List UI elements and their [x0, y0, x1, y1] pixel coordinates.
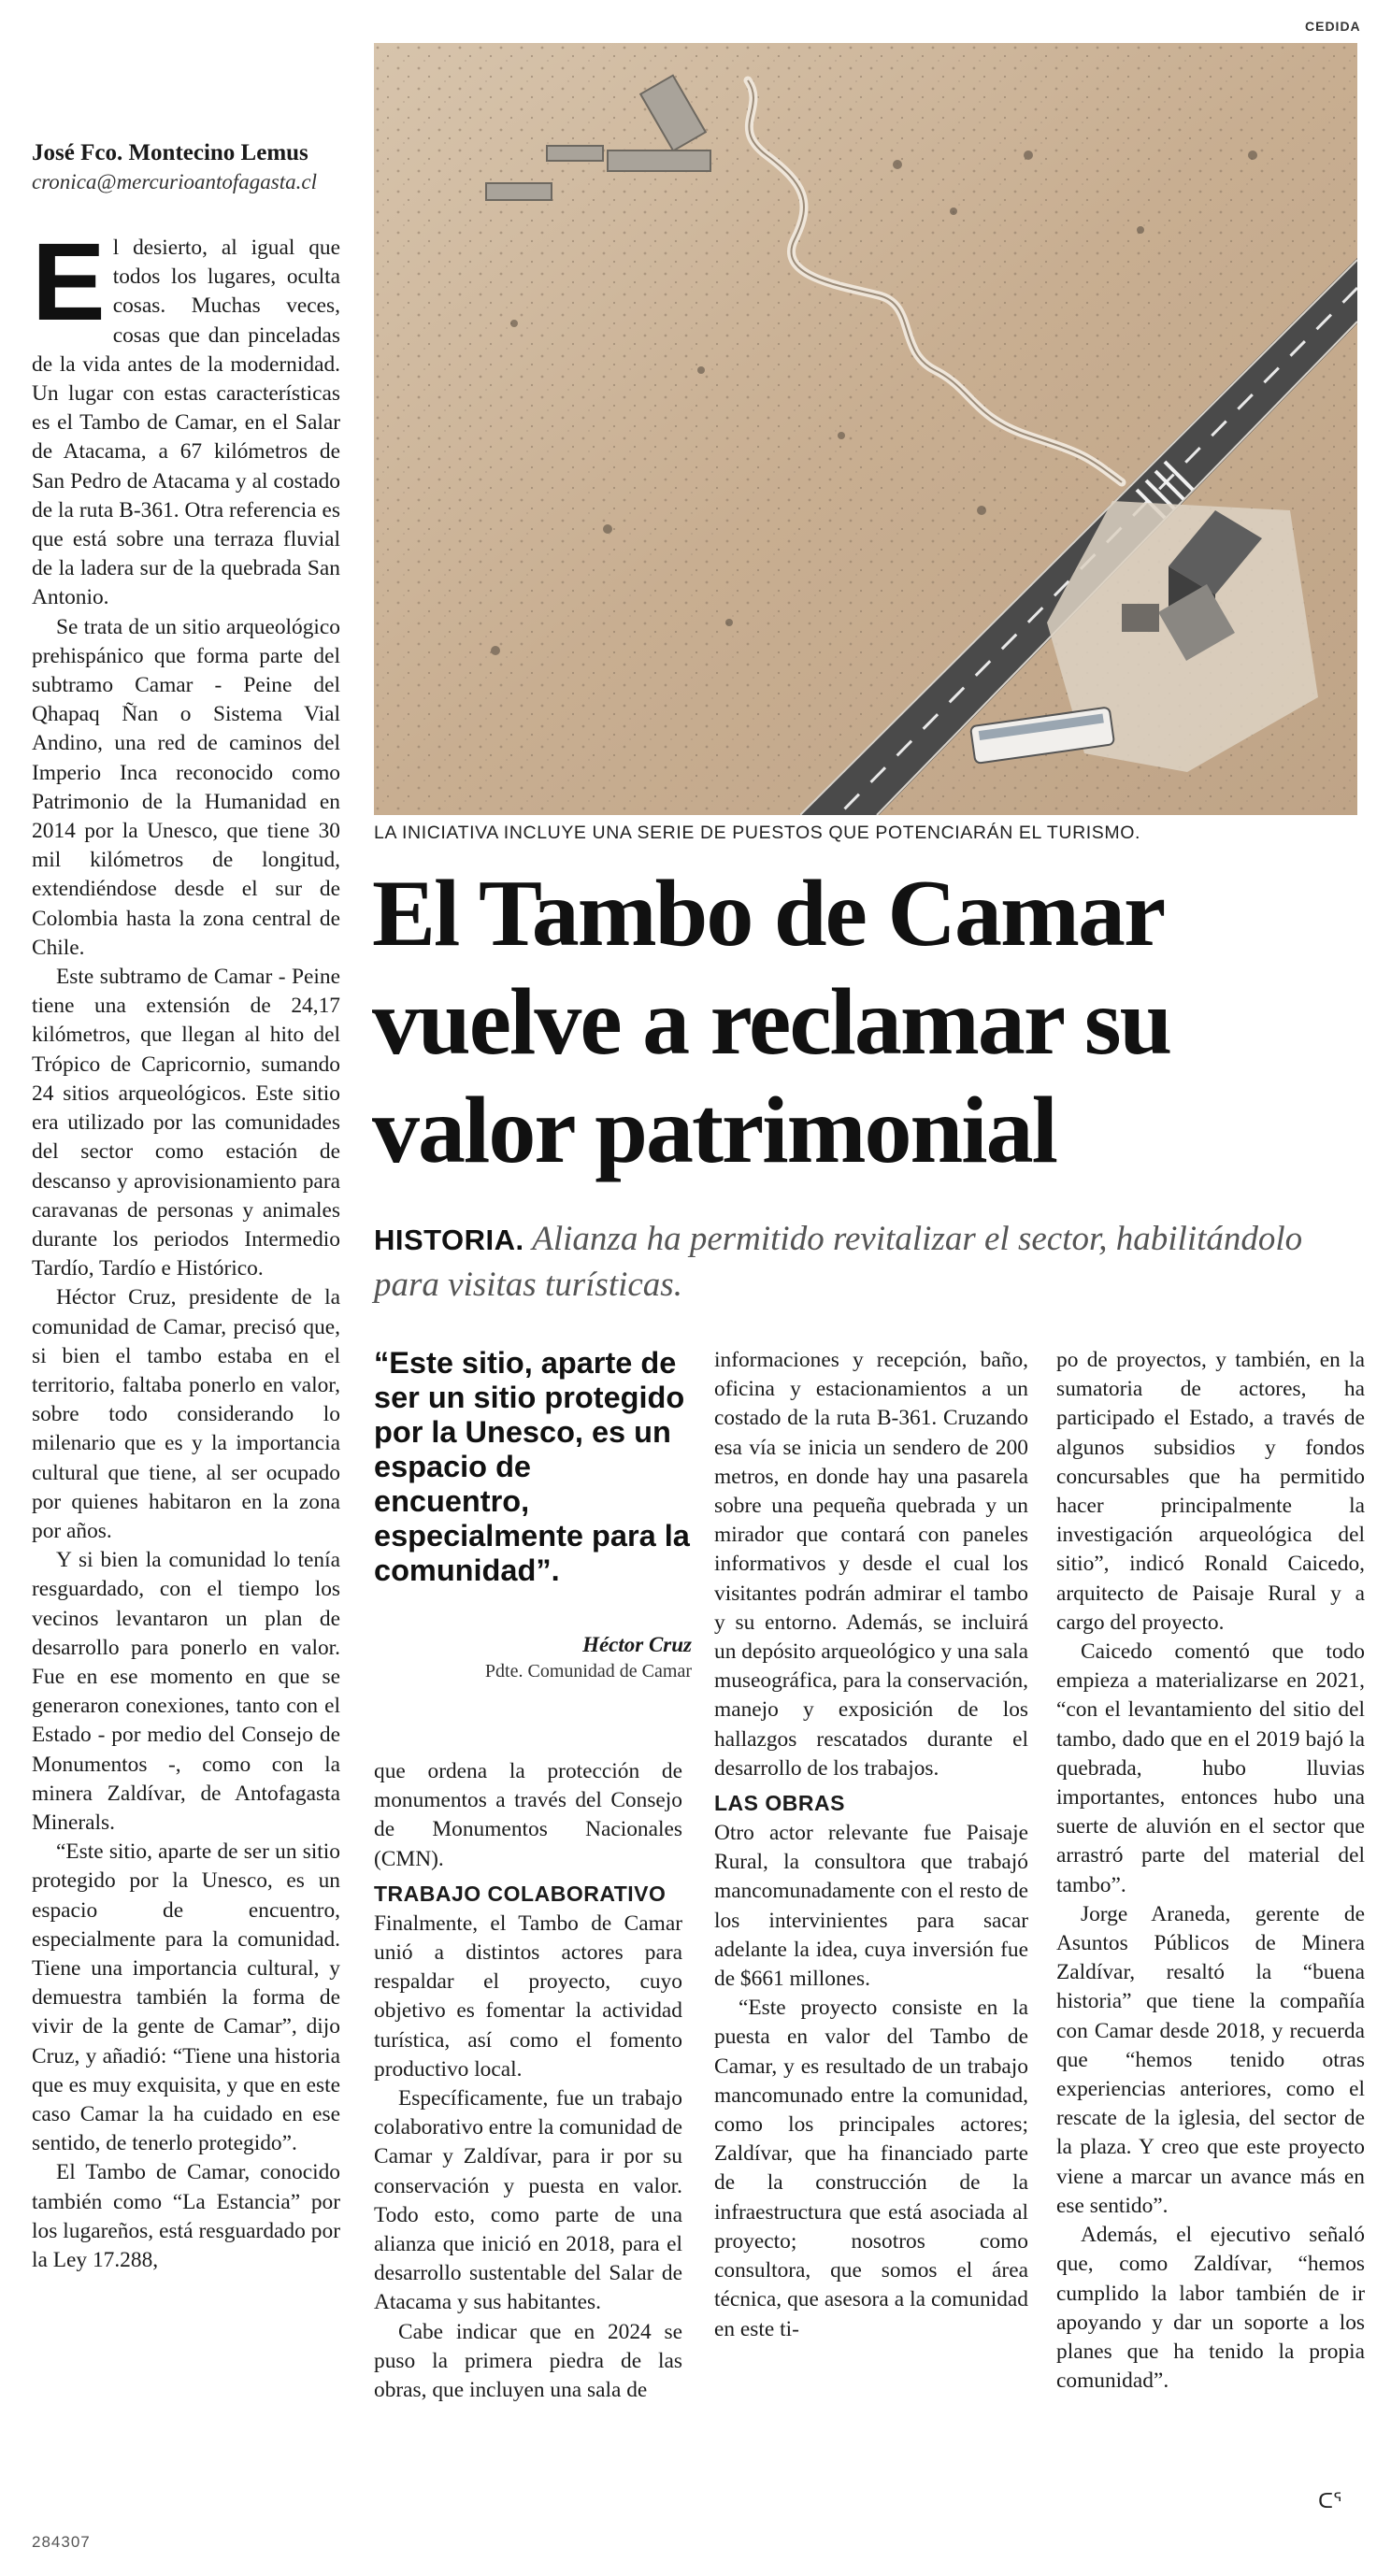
paragraph: Caicedo comentó que todo empieza a materializarse en 2021, “con el levantamiento del sitio del tambo, dado que en el 2019 bajó la quebrada, hubo lluvias importantes, entonces hubo una suerte de aluvión en el sector que arrastró parte del material del tambo”.: [1056, 1639, 1365, 1897]
pull-quote-text: “Este sitio, aparte de ser un sitio protegido por la Unesco, es un espacio de encuentro, especialmente para la comunidad”.: [374, 1346, 690, 1587]
paragraph: “Este sitio, aparte de ser un sitio protegido por la Unesco, es un espacio de encuentro, especialmente para la comunidad. Tiene una importancia cultural, y demuestra también la forma de vivir de la gente de Camar”, dijo Cruz, y añadió: “Tiene una historia que es muy exquisita, y que en este caso Camar la ha cuidado en ese sentido, de tenerlo protegido”.: [32, 1839, 340, 2156]
paragraph: Se trata de un sitio arqueológico prehispánico que forma parte del subtramo Camar - Peine del Qhapaq Ñan o Sistema Vial Andino, una red de caminos del Imperio Inca reconocido como Patrimonio de la Humanidad en 2014 por la Unesco, que tiene 30 mil kilómetros de longitud, extendiéndose desde el sur de Colombia hasta la zona central de Chile.: [32, 614, 340, 960]
author-name: José Fco. Montecino Lemus: [32, 140, 308, 165]
article-column-2: [374, 1757, 682, 2533]
byline: [32, 138, 368, 196]
end-mark-icon: ᑕᕐ: [1318, 2490, 1342, 2513]
paragraph: Cabe indicar que en 2024 se puso la primera piedra de las obras, que incluyen una sala de: [374, 2319, 682, 2403]
article-column-3: [714, 1346, 1028, 2533]
lead-text: Alianza ha permitido revitalizar el sector, habilitándolo para visitas turísticas.: [374, 1220, 1303, 1304]
subheading-las-obras: LAS OBRAS: [714, 1791, 845, 1816]
paragraph: que ordena la protección de monumentos a través del Consejo de Monumentos Nacionales (CMN).: [374, 1759, 682, 1871]
lead-kicker: HISTORIA.: [374, 1224, 524, 1256]
paragraph: Específicamente, fue un trabajo colaborativo entre la comunidad de Camar y Zaldívar, para ir por su conservación y puesta en valor. Todo esto, como parte de una alianza que inició en 2018, para el desarrollo sustentable del Salar de Atacama y sus habitantes.: [374, 2086, 682, 2315]
paragraph: Héctor Cruz, presidente de la comunidad de Camar, precisó que, si bien el tambo estaba en el territorio, faltaba ponerlo en valor, sobre todo considerando lo milenario que es y la importancia cultural que tiene, al ser ocupado por quienes habitaron en la zona por años.: [32, 1285, 340, 1543]
aerial-photo-illustration: [374, 43, 1357, 815]
photo-credit: CEDIDA: [1305, 19, 1361, 34]
paragraph: Jorge Araneda, gerente de Asuntos Públicos de Minera Zaldívar, resaltó la “buena historia” que tiene la compañía con Camar desde 2018, y recuerda que “hemos tenido otras experiencias anteriores, como el rescate de la iglesia, del sector de la plaza. Y creo que este proyecto viene a marcar un avance más en ese sentido”.: [1056, 1901, 1365, 2218]
paragraph: po de proyectos, y también, en la sumatoria de actores, ha participado el Estado, a través de algunos subsidios y fondos concursables que ha permitido hacer principalmente la investigación arqueológica del sitio”, indicó Ronald Caicedo, arquitecto de Paisaje Rural y a cargo del proyecto.: [1056, 1348, 1365, 1635]
paragraph: informaciones y recepción, baño, oficina y estacionamientos a un costado de la ruta B-361. Cruzando esa vía se inicia un sendero de 200 metros, en donde hay una pasarela sobre una pequeña quebrada y un mirador que contará con paneles informativos y desde el cual los visitantes podrán admirar el tambo y su entorno. Además, se incluirá un depósito arqueológico y una sala museográfica, para la conservación, manejo y exposición de los hallazgos rescatados durante el desarrollo de los trabajos.: [714, 1348, 1028, 1781]
pull-quote: [374, 1346, 692, 1682]
paragraph: El Tambo de Camar, conocido también como “La Estancia” por los lugareños, está resguardado por la Ley 17.288,: [32, 2160, 340, 2273]
pull-quote-name: Héctor Cruz: [582, 1633, 692, 1656]
headline: El Tambo de Camar vuelve a reclamar su valor patrimonial: [372, 861, 1171, 1183]
photo-caption: LA INICIATIVA INCLUYE UNA SERIE DE PUESTOS QUE POTENCIARÁN EL TURISMO.: [374, 823, 1141, 843]
paragraph: Además, el ejecutivo señaló que, como Zaldívar, “hemos cumplido la labor también de ir apoyando y dar un soporte a los planes que ha tenido la propia comunidad”.: [1056, 2223, 1365, 2394]
paragraph: Y si bien la comunidad lo tenía resguardado, con el tiempo los vecinos levantaron un plan de desarrollo para ponerlo en valor. Fue en ese momento en que se generaron conexiones, tanto con el Estado - por medio del Consejo de Monumentos -, como con la minera Zaldívar, de Antofagasta Minerals.: [32, 1548, 340, 1835]
paragraph: l desierto, al igual que todos los lugares, oculta cosas. Muchas veces, cosas que dan pinceladas de la vida antes de la modernidad. Un lugar con estas características es el Tambo de Camar, en el Salar de Atacama, a 67 kilómetros de San Pedro de Atacama y al costado de la ruta B-361. Otra referencia es que está sobre una terraza fluvial de la ladera sur de la quebrada San Antonio.: [32, 236, 340, 610]
paragraph: Otro actor relevante fue Paisaje Rural, la consultora que trabajó mancomunadamente con el resto de los intervinientes para sacar adelante la idea, cuya inversión fue de $661 millones.: [714, 1821, 1028, 1992]
author-email[interactable]: cronica@mercurioantofagasta.cl: [32, 170, 317, 193]
paragraph: Finalmente, el Tambo de Camar unió a distintos actores para respaldar el proyecto, cuyo objetivo es fomentar la actividad turística, así como el fomento productivo local.: [374, 1911, 682, 2082]
lead: [374, 1217, 1374, 1308]
page-code: 284307: [32, 2533, 91, 2551]
subheading-trabajo-colaborativo: TRABAJO COLABORATIVO: [374, 1881, 667, 1906]
article-column-4: [1056, 1346, 1365, 2533]
drop-cap: E: [32, 234, 106, 344]
paragraph: Este subtramo de Camar - Peine tiene una extensión de 24,17 kilómetros, que llegan al hito del Trópico de Capricornio, sumando 24 sitios arqueológicos. Este sitio era utilizado por las comunidades del sector como estación de descanso y aprovisionamiento para caravanas de personas y animales durante los periodos Intermedio Tardío, Tardío e Histórico.: [32, 965, 340, 1281]
pull-quote-role: Pdte. Comunidad de Camar: [484, 1661, 692, 1682]
article-column-1: [32, 234, 340, 2542]
paragraph: “Este proyecto consiste en la puesta en valor del Tambo de Camar, y es resultado de un trabajo mancomunado entre la comunidad, como los principales actores; Zaldívar, que ha financiado parte de la construcción de la infraestructura que está asociada al proyecto; nosotros como consultora, que somos el área técnica, que asesora a la comunidad en este ti-: [714, 1996, 1028, 2341]
aerial-photo: [374, 43, 1357, 815]
